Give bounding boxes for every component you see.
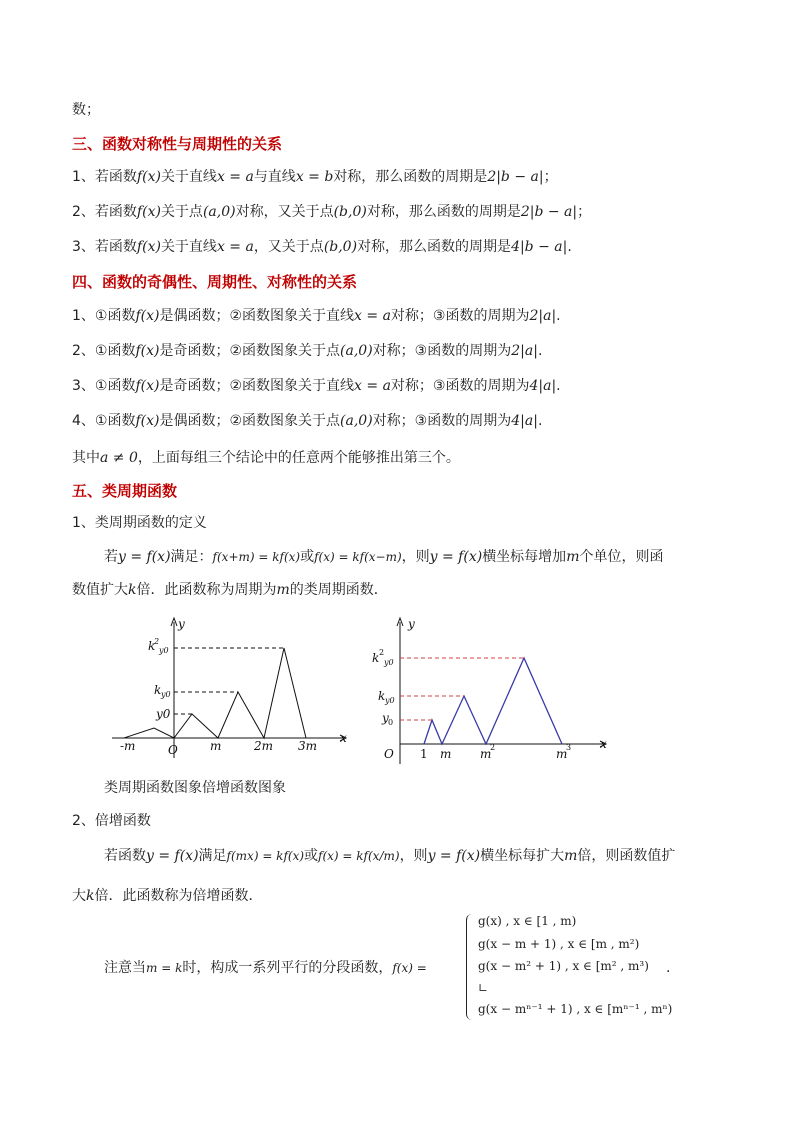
sec5-def2-line2: 大k倍．此函数称为倍增函数． xyxy=(72,888,263,904)
svg-text:k: k xyxy=(378,689,386,703)
piecewise-brace xyxy=(466,914,475,1020)
sec5-def1-line2: 数值扩大k倍．此函数称为周期为m的类周期函数． xyxy=(72,582,388,598)
piece-ellipsis: ∟ xyxy=(478,981,489,995)
svg-text:y: y xyxy=(178,617,185,631)
svg-text:y: y xyxy=(382,711,389,725)
svg-text:1: 1 xyxy=(420,747,428,761)
svg-text:k: k xyxy=(148,639,156,653)
svg-text:m: m xyxy=(556,747,568,761)
svg-text:y: y xyxy=(408,617,415,631)
svg-text:y0: y0 xyxy=(384,658,394,667)
sec4-item-4: 4、①函数f(x)是偶函数；②函数图象关于点(a,0)对称；③函数的周期为4|a|. xyxy=(72,413,543,429)
quasi-periodic-graph xyxy=(108,612,358,762)
sec4-item-1: 1、①函数f(x)是偶函数；②函数图象关于直线x = a对称；③函数的周期为2|a|. xyxy=(72,308,561,324)
svg-text:2m: 2m xyxy=(254,739,274,753)
svg-text:k: k xyxy=(372,651,380,665)
sec5-def1-line1: 若y = f(x)满足：f(x+m) = kf(x)或f(x) = kf(x−m)，则y = f(x)横坐标每增加m个单位，则函 xyxy=(104,549,664,565)
svg-text:x: x xyxy=(600,737,607,751)
svg-text:-m: -m xyxy=(120,739,136,753)
svg-text:2: 2 xyxy=(379,648,385,657)
svg-text:x: x xyxy=(340,731,347,745)
svg-text:y0: y0 xyxy=(159,646,169,655)
svg-text:2: 2 xyxy=(154,637,160,646)
figure-caption: 类周期函数图象倍增函数图象 xyxy=(104,780,286,796)
sec3-item-2: 2、若函数f(x)关于点(a,0)对称，又关于点(b,0)对称，那么函数的周期是2|b − a|； xyxy=(72,204,592,220)
continuation-text: 数； xyxy=(72,102,100,118)
multiplicative-graph xyxy=(366,614,616,764)
sec4-item-3: 3、①函数f(x)是奇函数；②函数图象关于直线x = a对称；③函数的周期为4|a|. xyxy=(72,378,561,394)
svg-text:0: 0 xyxy=(388,718,394,727)
section-5-heading: 五、类周期函数 xyxy=(72,482,178,500)
section-4-heading: 四、函数的奇偶性、周期性、对称性的关系 xyxy=(72,273,358,291)
sec5-sub2: 2、倍增函数 xyxy=(72,813,151,829)
svg-text:y0: y0 xyxy=(385,696,395,705)
sec5-note: 注意当m = k时，构成一系列平行的分段函数，f(x) = xyxy=(104,960,427,976)
sec4-note: 其中a ≠ 0，上面每组三个结论中的任意两个能够推出第三个。 xyxy=(72,450,460,466)
svg-text:y0: y0 xyxy=(161,690,171,699)
piece-1: g(x) , x ∈ [1 , m) xyxy=(478,914,577,928)
piece-2: g(x − m + 1) , x ∈ [m , m²) xyxy=(478,937,640,951)
sec4-item-2: 2、①函数f(x)是奇函数；②函数图象关于点(a,0)对称；③函数的周期为2|a|. xyxy=(72,343,543,359)
svg-text:2: 2 xyxy=(490,743,496,752)
svg-text:3m: 3m xyxy=(298,739,318,753)
svg-text:O: O xyxy=(168,743,178,757)
svg-text:m: m xyxy=(480,747,492,761)
piece-3: g(x − m² + 1) , x ∈ [m² , m³) xyxy=(478,959,649,973)
svg-text:k: k xyxy=(154,683,162,697)
piece-n: g(x − mⁿ⁻¹ + 1) , x ∈ [mⁿ⁻¹ , mⁿ) xyxy=(478,1002,673,1016)
svg-text:y0: y0 xyxy=(156,707,171,721)
svg-text:3: 3 xyxy=(566,743,572,752)
sec3-item-3: 3、若函数f(x)关于直线x = a，又关于点(b,0)对称，那么函数的周期是4|b − a|. xyxy=(72,239,572,255)
section-3-heading: 三、函数对称性与周期性的关系 xyxy=(72,135,283,153)
piecewise-end: . xyxy=(666,960,671,976)
svg-text:m: m xyxy=(440,747,452,761)
svg-text:O: O xyxy=(384,747,394,761)
sec3-item-1: 1、若函数f(x)关于直线x = a与直线x = b对称，那么函数的周期是2|b − a|； xyxy=(72,169,558,185)
sec5-sub1: 1、类周期函数的定义 xyxy=(72,515,207,531)
svg-text:m: m xyxy=(210,739,222,753)
sec5-def2-line1: 若函数y = f(x)满足f(mx) = kf(x)或f(x) = kf(x/m)，则y = f(x)横坐标每扩大m倍，则函数值扩 xyxy=(104,848,676,864)
